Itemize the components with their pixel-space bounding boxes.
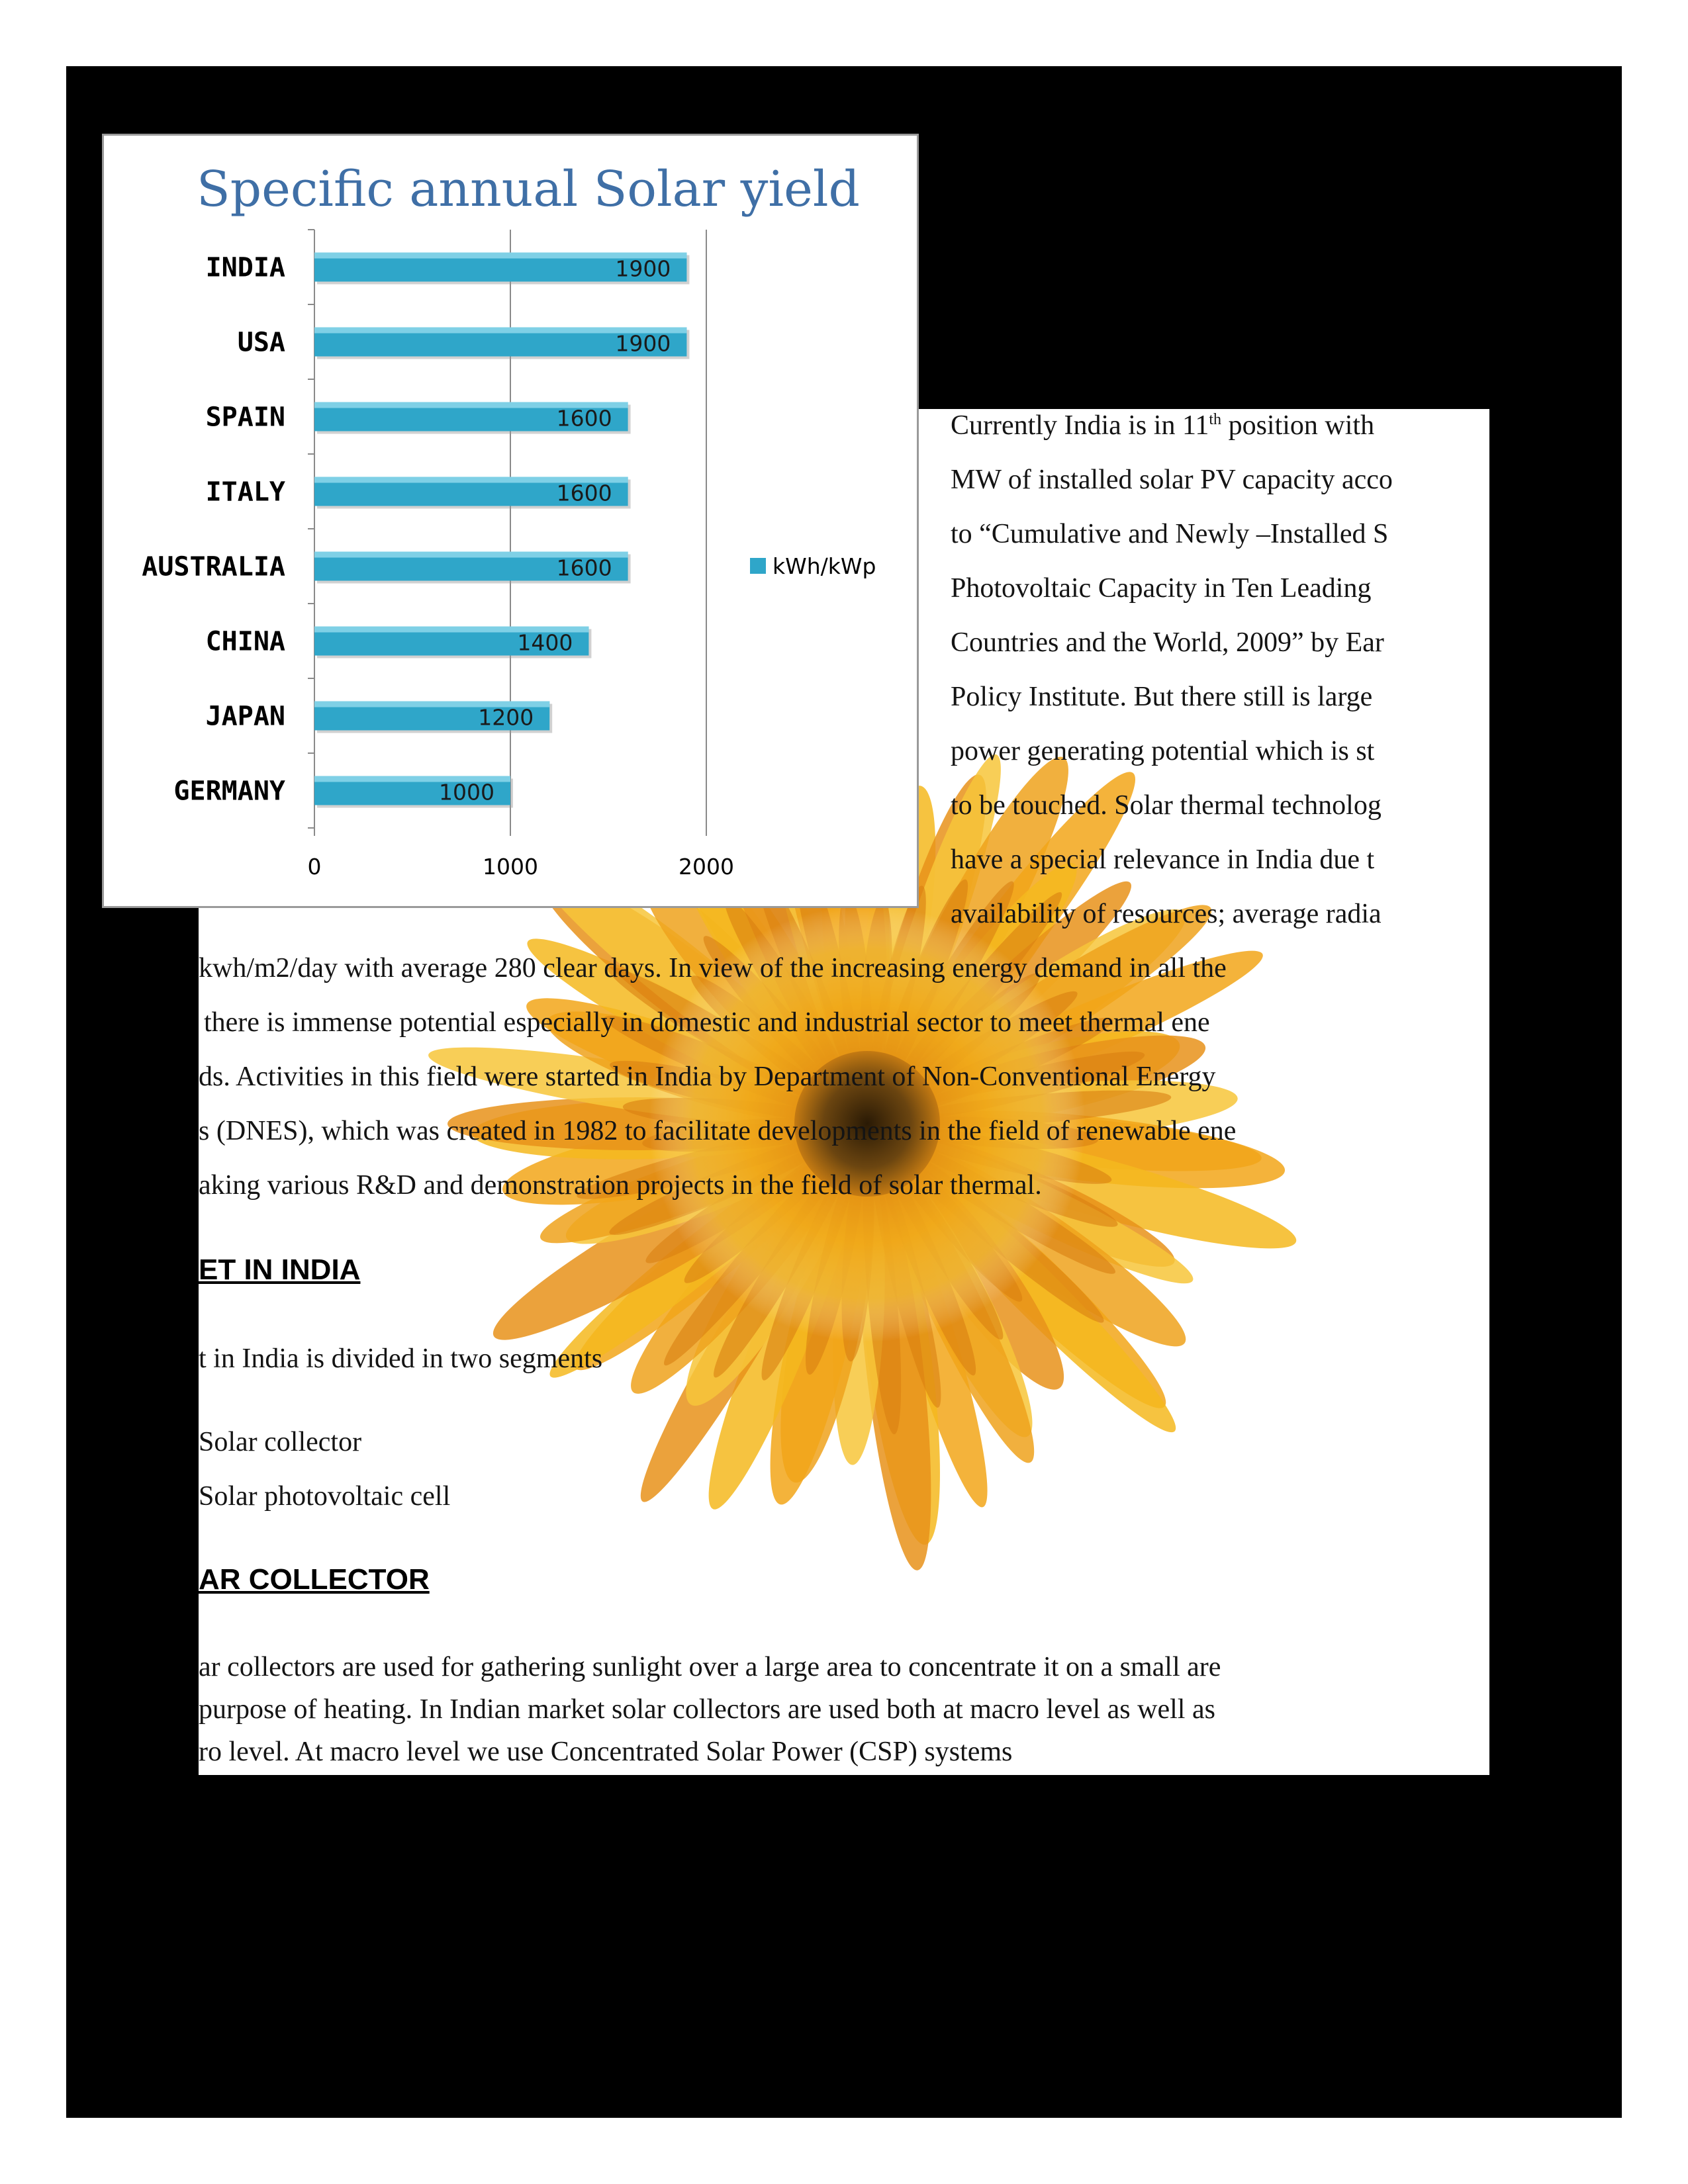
legend-swatch [750,558,766,574]
body-text-line: Countries and the World, 2009” by Ear [951,627,1384,658]
x-tick-label: 2000 [679,854,734,880]
body-text-line: power generating potential which is st [951,736,1375,766]
body-text-line: kwh/m2/day with average 280 clear days. In view of the increasing energy demand in all the [199,953,1227,983]
data-label: 1000 [439,779,494,805]
data-label: 1600 [556,555,612,581]
body-text-line: ar collectors are used for gathering sunlight over a large area to concentrate it on a small are [199,1652,1221,1682]
category-label: CHINA [205,626,285,657]
category-label: SPAIN [205,402,285,433]
body-text-line: purpose of heating. In Indian market solar collectors are used both at macro level as well as [199,1694,1215,1725]
solar-yield-chart [102,134,919,908]
body-text-line: there is immense potential especially in domestic and industrial sector to meet thermal ene [204,1007,1210,1038]
body-text-line: have a special relevance in India due t [951,844,1375,875]
body-text-line: t in India is divided in two segments [199,1343,603,1374]
chart-canvas [104,136,917,906]
body-text-line: aking various R&D and demonstration projects in the field of solar thermal. [199,1170,1042,1201]
body-text-line: Photovoltaic Capacity in Ten Leading [951,573,1372,604]
chart-title: Specific annual Solar yield [197,161,860,218]
section-heading-market: ET IN INDIA [199,1253,361,1286]
body-text-line: to be touched. Solar thermal technolog [951,790,1382,821]
legend-label: kWh/kWp [773,553,876,579]
data-label: 1600 [556,480,612,506]
body-text-line: Policy Institute. But there still is large [951,682,1373,712]
body-text-line: availability of resources; average radia [951,899,1382,929]
category-label: USA [237,327,285,358]
category-label: JAPAN [205,701,285,732]
body-text-line: MW of installed solar PV capacity acco [951,465,1393,495]
data-label: 1900 [615,330,671,357]
segment-item: Solar photovoltaic cell [199,1481,451,1512]
segment-item: Solar collector [199,1427,362,1457]
data-label: 1400 [517,629,573,656]
data-label: 1600 [556,405,612,432]
section-heading-solar-collector: AR COLLECTOR [199,1563,430,1596]
data-label: 1900 [615,255,671,282]
body-text-line: ro level. At macro level we use Concentrated Solar Power (CSP) systems [199,1737,1013,1767]
category-label: INDIA [205,252,285,283]
body-text-line: s (DNES), which was created in 1982 to facilitate developments in the field of renewable ene [199,1116,1237,1146]
x-tick-label: 0 [307,854,322,880]
body-text-line: ds. Activities in this field were started in India by Department of Non-Conventional Energy [199,1062,1216,1092]
body-text-line: Currently India is in 11th position with [951,410,1375,441]
x-tick-label: 1000 [483,854,538,880]
category-label: GERMANY [173,776,285,807]
body-text-line: to “Cumulative and Newly –Installed S [951,519,1389,549]
data-label: 1200 [478,704,534,731]
category-label: AUSTRALIA [142,551,285,582]
category-label: ITALY [205,477,285,508]
